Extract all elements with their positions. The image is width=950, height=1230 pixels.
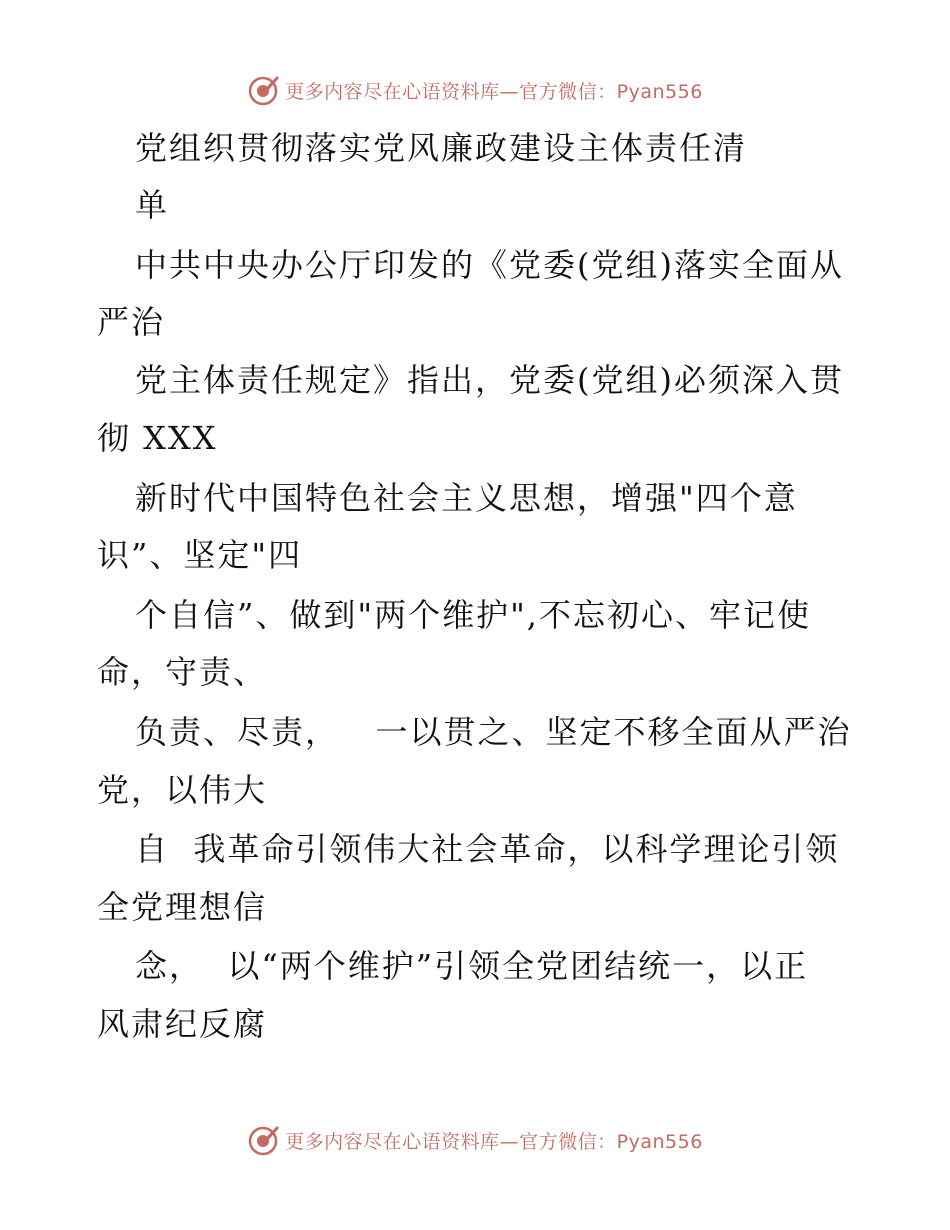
text-line: 命，守责、 [97, 653, 268, 691]
watermark-text: 更多内容尽在心语资料库—官方微信：Pyan556 [285, 80, 703, 103]
quill-logo-icon [247, 1123, 281, 1157]
text-line: 自 我革命引领伟大社会革命，以科学理论引领 [135, 830, 840, 868]
text-line: 全党理想信 [97, 888, 268, 926]
watermark-text: 更多内容尽在心语资料库—官方微信：Pyan556 [285, 1130, 703, 1153]
text-line: 风肃纪反腐 [97, 1005, 268, 1043]
text-line: 识”、坚定"四 [97, 536, 303, 574]
footer-watermark [0, 1122, 950, 1158]
text-line: 新时代中国特色社会主义思想，增强"四个意 [135, 479, 798, 517]
text-line: 严治 [97, 303, 166, 341]
text-line: 个自信”、做到"两个维护",不忘初心、牢记使 [135, 596, 811, 634]
text-line: 党主体责任规定》指出，党委(党组)必须深入贯 [135, 361, 844, 399]
text-line: 念， 以“两个维护”引领全党团结统一，以正 [135, 947, 809, 985]
text-line: 党，以伟大 [97, 771, 268, 809]
text-line: 彻 XXX [97, 419, 218, 457]
header-watermark [0, 72, 950, 108]
text-line: 党组织贯彻落实党风廉政建设主体责任清 [135, 129, 748, 167]
text-line: 单 [135, 186, 170, 224]
quill-logo-icon [247, 73, 281, 107]
text-line: 中共中央办公厅印发的《党委(党组)落实全面从 [135, 246, 844, 284]
text-line: 负责、尽责， 一以贯之、坚定不移全面从严治 [135, 713, 852, 751]
